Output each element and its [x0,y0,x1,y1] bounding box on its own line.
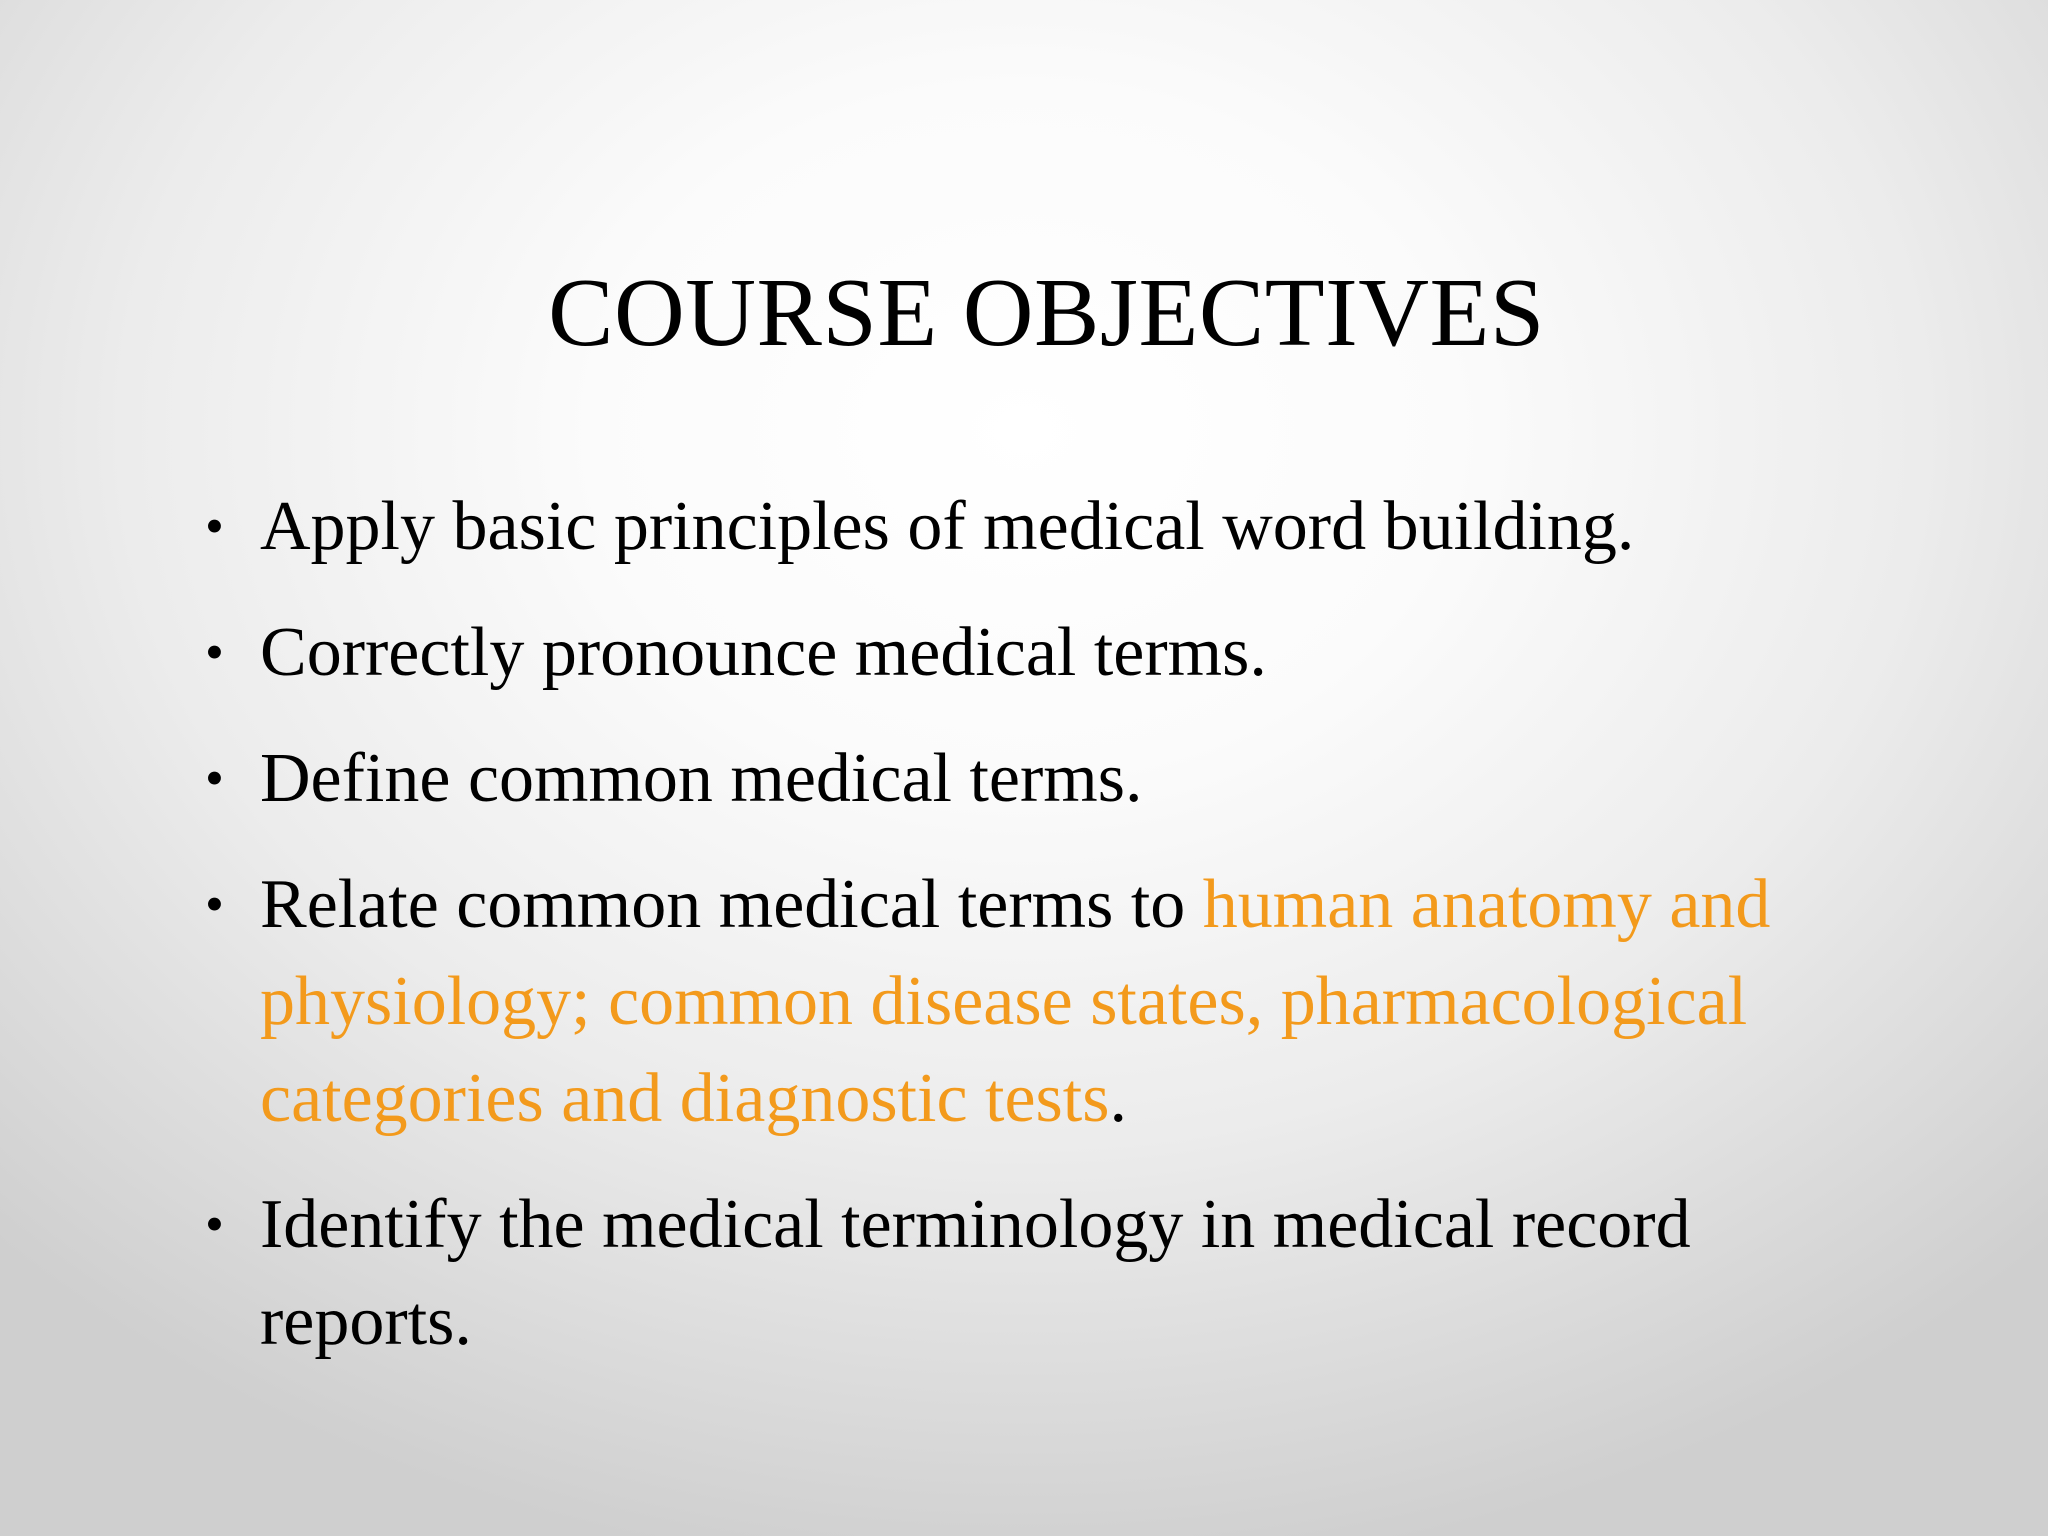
objective-text: Correctly pronounce medical terms. [260,614,1267,691]
objective-item [205,856,1905,1147]
objective-item [205,478,1905,575]
objective-item [205,1176,1905,1370]
objective-text-end: . [1109,1060,1127,1137]
objective-item [205,604,1905,701]
slide-title: COURSE OBJECTIVES [548,259,1545,367]
bullet-icon: • [205,874,224,934]
bullet-icon: • [205,1194,224,1254]
objectives-list [205,478,1905,1399]
objective-text [260,866,1770,1137]
objective-text: Identify the medical terminology in medical record reports. [260,1186,1691,1360]
bullet-icon: • [205,748,224,808]
objective-highlight: human anatomy and physiology; common disease states, pharmacological categories and diagnostic tests [260,866,1771,1137]
objective-text-lead: Relate common medical terms to [260,866,1203,943]
bullet-icon: • [205,496,224,556]
bullet-icon: • [205,622,224,682]
objective-item [205,730,1905,827]
objective-text: Define common medical terms. [260,740,1143,817]
objective-text: Apply basic principles of medical word building. [260,488,1635,565]
